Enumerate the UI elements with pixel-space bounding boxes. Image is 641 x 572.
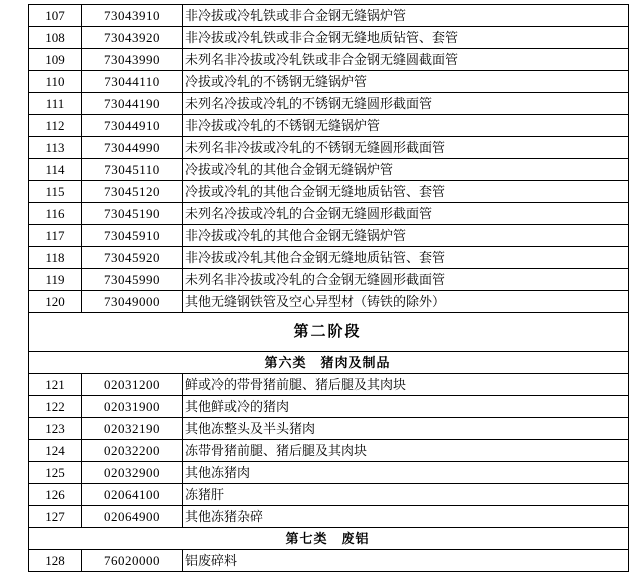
table-row: [29, 159, 629, 181]
row-number-cell: 122: [29, 396, 82, 418]
table-row: [29, 291, 629, 313]
table-row: [29, 225, 629, 247]
commodity-description-cell: 鲜或冷的带骨猪前腿、猪后腿及其肉块: [183, 374, 629, 396]
row-number-cell: 125: [29, 462, 82, 484]
row-number-cell: 119: [29, 269, 82, 291]
commodity-description-cell: 非冷拔或冷轧其他合金钢无缝地质钻管、套管: [183, 247, 629, 269]
tariff-code-cell: 02031200: [82, 374, 183, 396]
tariff-code-cell: 73045920: [82, 247, 183, 269]
row-number-cell: 114: [29, 159, 82, 181]
table-row: [29, 49, 629, 71]
row-number-cell: 117: [29, 225, 82, 247]
tariff-code-cell: 02032900: [82, 462, 183, 484]
table-row: [29, 5, 629, 27]
commodity-description-cell: 未列名非冷拔或冷轧的合金钢无缝圆形截面管: [183, 269, 629, 291]
tariff-code-cell: 73045190: [82, 203, 183, 225]
row-number-cell: 109: [29, 49, 82, 71]
table-row: [29, 27, 629, 49]
row-number-cell: 121: [29, 374, 82, 396]
tariff-code-cell: 73043990: [82, 49, 183, 71]
row-number-cell: 107: [29, 5, 82, 27]
commodity-description-cell: 冻猪肝: [183, 484, 629, 506]
table-row: [29, 550, 629, 572]
table-row: [29, 418, 629, 440]
tariff-code-cell: 73044190: [82, 93, 183, 115]
table-row: [29, 374, 629, 396]
commodity-description-cell: 铝废碎料: [183, 550, 629, 572]
commodity-description-cell: 冷拔或冷轧的其他合金钢无缝锅炉管: [183, 159, 629, 181]
commodity-description-cell: 其他冻整头及半头猪肉: [183, 418, 629, 440]
tariff-code-cell: 73049000: [82, 291, 183, 313]
commodity-description-cell: 非冷拔或冷轧铁或非合金钢无缝锅炉管: [183, 5, 629, 27]
commodity-description-cell: 冻带骨猪前腿、猪后腿及其肉块: [183, 440, 629, 462]
row-number-cell: 126: [29, 484, 82, 506]
stage-heading-row: [29, 313, 629, 352]
row-number-cell: 124: [29, 440, 82, 462]
commodity-description-cell: 其他鲜或冷的猪肉: [183, 396, 629, 418]
commodity-description-cell: 未列名非冷拔或冷轧的不锈钢无缝圆形截面管: [183, 137, 629, 159]
table-row: [29, 269, 629, 291]
row-number-cell: 111: [29, 93, 82, 115]
commodity-description-cell: 其他无缝钢铁管及空心异型材（铸铁的除外）: [183, 291, 629, 313]
tariff-code-cell: 02064900: [82, 506, 183, 528]
row-number-cell: 118: [29, 247, 82, 269]
table-row: [29, 93, 629, 115]
row-number-cell: 113: [29, 137, 82, 159]
row-number-cell: 112: [29, 115, 82, 137]
tariff-code-cell: 73045910: [82, 225, 183, 247]
section-heading-cell: [29, 528, 629, 550]
row-number-cell: 120: [29, 291, 82, 313]
row-number-cell: 128: [29, 550, 82, 572]
row-number-cell: 127: [29, 506, 82, 528]
commodity-description-cell: 未列名冷拔或冷轧的合金钢无缝圆形截面管: [183, 203, 629, 225]
tariff-table-body: [29, 5, 629, 572]
commodity-description-cell: 其他冻猪杂碎: [183, 506, 629, 528]
tariff-code-cell: 02032200: [82, 440, 183, 462]
commodity-description-cell: 其他冻猪肉: [183, 462, 629, 484]
tariff-code-cell: 02031900: [82, 396, 183, 418]
row-number-cell: 110: [29, 71, 82, 93]
commodity-description-cell: 未列名非冷拔或冷轧铁或非合金钢无缝圆截面管: [183, 49, 629, 71]
commodity-description-cell: 非冷拔或冷轧的不锈钢无缝锅炉管: [183, 115, 629, 137]
tariff-table: [28, 4, 629, 572]
row-number-cell: 123: [29, 418, 82, 440]
section-heading-cell: [29, 352, 629, 374]
section-heading-title: 第七类: [285, 531, 328, 546]
table-row: [29, 484, 629, 506]
commodity-description-cell: 非冷拔或冷轧的其他合金钢无缝锅炉管: [183, 225, 629, 247]
tariff-code-cell: 73044990: [82, 137, 183, 159]
tariff-code-cell: 73045110: [82, 159, 183, 181]
commodity-description-cell: 非冷拔或冷轧铁或非合金钢无缝地质钻管、套管: [183, 27, 629, 49]
table-row: [29, 506, 629, 528]
table-row: [29, 396, 629, 418]
tariff-code-cell: 76020000: [82, 550, 183, 572]
row-number-cell: 108: [29, 27, 82, 49]
table-row: [29, 203, 629, 225]
stage-heading-text: 第二阶段: [29, 313, 629, 352]
commodity-description-cell: 冷拔或冷轧的其他合金钢无缝地质钻管、套管: [183, 181, 629, 203]
tariff-code-cell: 73043920: [82, 27, 183, 49]
table-row: [29, 137, 629, 159]
commodity-description-cell: 冷拔或冷轧的不锈钢无缝锅炉管: [183, 71, 629, 93]
tariff-code-cell: 73045120: [82, 181, 183, 203]
tariff-code-cell: 73044910: [82, 115, 183, 137]
commodity-description-cell: 未列名冷拔或冷轧的不锈钢无缝圆形截面管: [183, 93, 629, 115]
tariff-code-cell: 73045990: [82, 269, 183, 291]
table-row: [29, 181, 629, 203]
table-row: [29, 247, 629, 269]
row-number-cell: 115: [29, 181, 82, 203]
section-heading-row: [29, 352, 629, 374]
table-row: [29, 115, 629, 137]
section-heading-subtitle: 猪肉及制品: [320, 355, 391, 370]
section-heading-row: [29, 528, 629, 550]
tariff-code-cell: 02032190: [82, 418, 183, 440]
section-heading-title: 第六类: [264, 355, 307, 370]
row-number-cell: 116: [29, 203, 82, 225]
table-row: [29, 462, 629, 484]
table-row: [29, 440, 629, 462]
tariff-code-cell: 73043910: [82, 5, 183, 27]
tariff-code-cell: 02064100: [82, 484, 183, 506]
table-row: [29, 71, 629, 93]
section-heading-subtitle: 废铝: [341, 531, 370, 546]
tariff-code-cell: 73044110: [82, 71, 183, 93]
